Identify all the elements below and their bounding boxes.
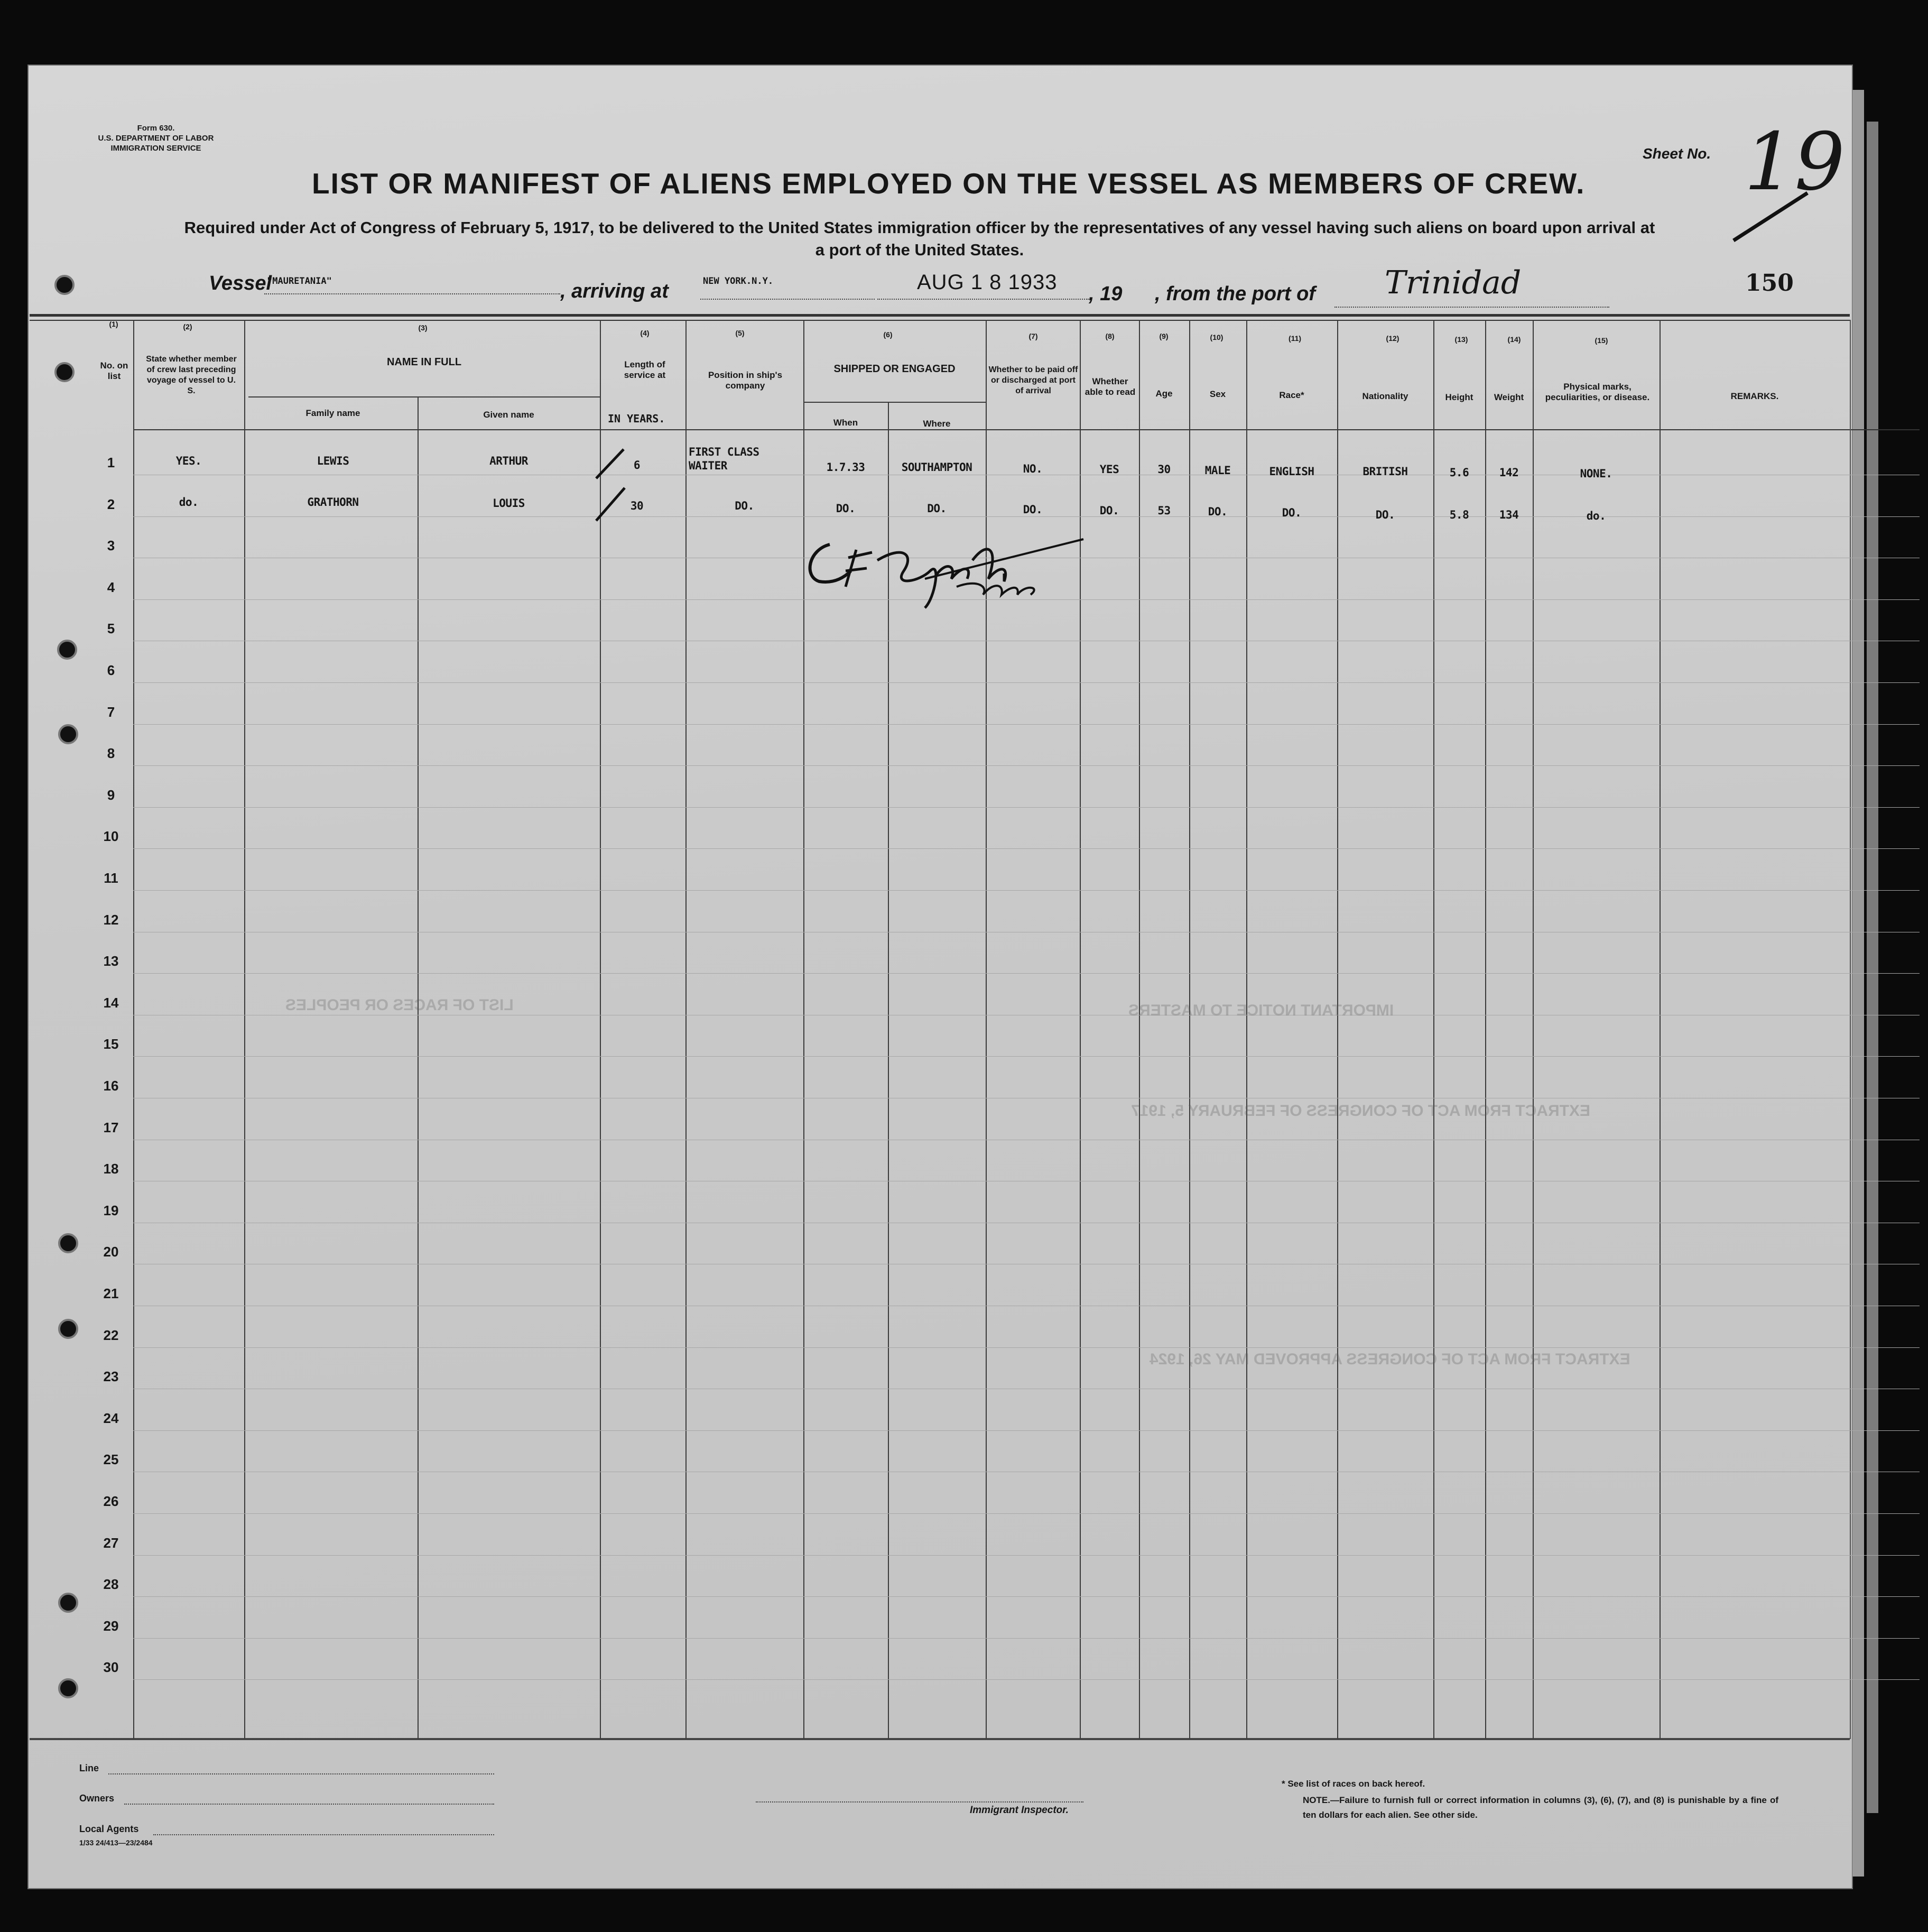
row-number: 17 (103, 1119, 119, 1135)
col-11-number: (11) (1288, 334, 1302, 343)
row-number: 6 (107, 662, 115, 678)
column-divider (1533, 320, 1534, 1739)
bleed-through-text: EXTRACT FROM ACT OF CONGRESS APPROVED MAY 26, 1924 (1150, 1351, 1630, 1368)
col-header-sex: Sex (1209, 389, 1226, 399)
col-header-previous-voyage: State whether member of crew last preceding voyage of vessel to U. S. (146, 355, 237, 395)
header-bottom-rule (133, 429, 1920, 430)
row-number: 15 (103, 1036, 119, 1052)
column-divider (244, 320, 245, 1739)
row-number: 3 (107, 538, 115, 554)
row-number: 1 (107, 455, 115, 470)
race-cell: DO. (1282, 506, 1302, 519)
family-name-cell: GRATHORN (307, 496, 359, 509)
age-cell: 30 (1157, 463, 1171, 476)
col-header-paid-off: Whether to be paid off or discharged at port of arrival (988, 365, 1078, 395)
row-number: 4 (107, 579, 115, 595)
inspector-signature (798, 529, 1094, 613)
row-rule (133, 1679, 1920, 1680)
row-rule (133, 765, 1920, 766)
document-subtitle: Required under Act of Congress of February 5, 1917, to be delivered to the United States immigration officer by the representatives of any vessel having such aliens on board upon arrival at a port of the United States. (184, 218, 1655, 259)
col-3-number: (3) (418, 323, 428, 332)
bleed-through-text: IMPORTANT NOTICE TO MASTERS (1128, 1002, 1394, 1019)
row-number: 14 (103, 994, 119, 1011)
nationality-cell: BRITISH (1362, 465, 1408, 478)
vessel-name: "MAURETANIA" (267, 276, 332, 286)
row-rule (133, 1056, 1920, 1057)
row-number: 10 (103, 828, 119, 845)
column-divider (1246, 320, 1247, 1739)
arrival-port: NEW YORK.N.Y. (703, 276, 774, 286)
row-rule (133, 973, 1920, 974)
penalty-note: NOTE.—Failure to furnish full or correct information in columns (3), (6), (7), and (8) is punishable by a fine of ten dollars for each alien. See other side. (1303, 1795, 1778, 1820)
col-12-number: (12) (1386, 334, 1399, 343)
row-number: 8 (107, 745, 115, 762)
able-to-read-cell: DO. (1099, 504, 1119, 517)
col-7-number: (7) (1028, 332, 1038, 340)
immigrant-inspector-label: Immigrant Inspector. (970, 1805, 1069, 1816)
row-rule (133, 1555, 1920, 1556)
page-edge-shadow (1867, 122, 1878, 1813)
paid-off-cell: DO. (1023, 503, 1043, 516)
position-cell: FIRST CLASS WAITER (689, 446, 759, 472)
col-header-race: Race* (1279, 390, 1304, 400)
col-header-no-on-list: No. on list (100, 360, 128, 381)
from-port-label: , from the port of (1155, 283, 1315, 305)
document-title: LIST OR MANIFEST OF ALIENS EMPLOYED ON THE VESSEL AS MEMBERS OF CREW. (312, 167, 1586, 200)
sheet-number-label: Sheet No. (1643, 145, 1711, 162)
shipped-where-cell: DO. (927, 502, 947, 515)
prev-voyage-cell: do. (179, 496, 199, 509)
row-rule (133, 890, 1920, 891)
col-header-weight: Weight (1494, 392, 1524, 402)
col-9-number: (9) (1159, 332, 1169, 340)
form-department: U.S. DEPARTMENT OF LABOR (98, 134, 214, 143)
row-rule (133, 682, 1920, 683)
arrival-date-stamp: AUG 1 8 1933 (917, 271, 1058, 294)
row-rule (133, 1347, 1920, 1348)
punch-hole (58, 724, 78, 744)
col-header-shipped-or-engaged: SHIPPED OR ENGAGED (833, 363, 956, 375)
punch-hole (58, 1233, 78, 1253)
physical-marks-cell: NONE. (1580, 467, 1612, 480)
able-to-read-cell: YES (1099, 463, 1119, 476)
row-number: 21 (103, 1286, 119, 1301)
local-agents-underline (153, 1834, 494, 1835)
arriving-label: , arriving at (560, 280, 669, 302)
col-5-number: (5) (735, 329, 745, 337)
row-number: 23 (103, 1369, 119, 1385)
footer-owners-label: Owners (79, 1793, 115, 1804)
punch-hole (57, 640, 77, 660)
weight-cell: 134 (1499, 509, 1519, 521)
row-number: 13 (103, 953, 119, 969)
row-number: 11 (104, 870, 118, 886)
column-divider (1485, 320, 1486, 1739)
from-port-value: Trinidad (1385, 264, 1522, 301)
nationality-cell: DO. (1375, 509, 1395, 521)
page-edge-shadow (1852, 90, 1864, 1876)
row-rule (133, 1638, 1920, 1639)
weight-cell: 142 (1499, 466, 1519, 479)
form-service: IMMIGRATION SERVICE (110, 144, 201, 153)
row-rule (133, 724, 1920, 725)
handwritten-slash (1723, 188, 1818, 246)
col-header-height: Height (1445, 392, 1473, 402)
column-divider (1139, 320, 1140, 1739)
col-header-given-name: Given name (483, 410, 534, 420)
from-port-underline (1334, 307, 1609, 308)
footer-line-label: Line (79, 1763, 99, 1773)
sex-cell: MALE (1204, 464, 1231, 477)
row-number: 25 (103, 1452, 119, 1468)
table-top-border (30, 314, 1850, 317)
bleed-through-text: LIST OF RACES OR PEOPLES (285, 996, 514, 1014)
name-subheader-rule (248, 396, 600, 398)
race-cell: ENGLISH (1269, 465, 1314, 478)
row-rule (133, 848, 1920, 849)
paid-off-cell: NO. (1023, 463, 1043, 475)
row-number: 16 (103, 1078, 119, 1094)
col-header-nationality: Nationality (1362, 391, 1408, 401)
column-divider (133, 320, 134, 1739)
footer-local-agents-label: Local Agents (79, 1824, 139, 1834)
print-code: 1/33 24/413—23/2484 (79, 1838, 153, 1847)
column-divider (1337, 320, 1338, 1739)
col-header-name-in-full: NAME IN FULL (386, 356, 462, 368)
row-number: 20 (103, 1244, 119, 1260)
sheet-number: 19 (1744, 116, 1845, 208)
form-number: Form 630. (137, 124, 175, 133)
punch-hole (54, 362, 75, 382)
col-header-where: Where (923, 419, 951, 429)
col-2-number: (2) (183, 322, 192, 331)
shipped-when-cell: 1.7.33 (826, 461, 865, 474)
height-cell: 5.8 (1449, 509, 1469, 521)
service-years-cell: 30 (630, 500, 644, 512)
row-number: 19 (103, 1202, 119, 1218)
vessel-label: Vessel (209, 272, 272, 294)
row-number: 2 (107, 496, 115, 512)
row-number: 24 (103, 1410, 119, 1426)
physical-marks-cell: do. (1586, 510, 1606, 522)
row-number: 28 (103, 1576, 119, 1593)
col-header-family-name: Family name (305, 408, 360, 418)
column-divider (1433, 320, 1434, 1739)
col-1-number: (1) (109, 320, 118, 328)
age-cell: 53 (1157, 504, 1171, 517)
col-10-number: (10) (1210, 333, 1223, 341)
vessel-underline (264, 293, 560, 294)
row-rule (133, 1596, 1920, 1597)
column-divider (1660, 320, 1661, 1739)
service-years-cell: 6 (633, 459, 641, 472)
col-header-position: Position in ship's company (708, 370, 783, 391)
date-underline (877, 299, 1089, 300)
column-divider (1850, 320, 1851, 1739)
row-number: 9 (107, 787, 115, 803)
row-number: 5 (107, 621, 115, 637)
row-rule (133, 1513, 1920, 1514)
arrival-port-underline (700, 299, 875, 300)
col-header-able-to-read: Whether able to read (1084, 376, 1136, 397)
line-underline (108, 1773, 494, 1774)
form-identifier (77, 123, 235, 153)
year-label: , 19 (1089, 283, 1123, 305)
race-footnote: * See list of races on back hereof. (1282, 1779, 1425, 1789)
col-header-age: Age (1155, 389, 1173, 399)
punch-hole (58, 1593, 78, 1613)
col-header-length-of-service: Length of service at (624, 359, 666, 380)
page-number: 150 (1745, 270, 1794, 297)
row-number: 7 (107, 704, 115, 720)
manifest-sheet (27, 64, 1853, 1889)
height-cell: 5.6 (1449, 466, 1469, 479)
position-cell: DO. (735, 500, 754, 512)
col-15-number: (15) (1595, 336, 1608, 345)
bleed-through-text: EXTRACT FROM ACT OF CONGRESS OF FEBRUARY 5, 1917 (1131, 1102, 1590, 1120)
punch-hole (54, 275, 75, 295)
column-divider (418, 396, 419, 1739)
owners-underline (124, 1804, 494, 1805)
col-4-number: (4) (640, 329, 650, 337)
table-bottom-border (30, 1738, 1850, 1740)
row-number: 18 (103, 1161, 119, 1177)
punch-hole (58, 1319, 78, 1339)
table-top-border (30, 320, 1850, 321)
row-rule (133, 1430, 1920, 1431)
col-6-number: (6) (883, 330, 893, 339)
col-header-service-unit: IN YEARS. (608, 412, 665, 425)
family-name-cell: LEWIS (317, 455, 349, 467)
shipped-when-cell: DO. (836, 502, 856, 515)
shipped-where-cell: SOUTHAMPTON (901, 461, 972, 474)
row-number: 27 (103, 1534, 119, 1551)
row-number: 30 (103, 1659, 119, 1676)
column-divider (685, 320, 687, 1739)
row-number: 12 (103, 911, 119, 928)
row-number: 29 (103, 1617, 119, 1634)
row-number: 22 (103, 1327, 119, 1343)
prev-voyage-cell: YES. (175, 455, 202, 467)
row-rule (133, 807, 1920, 808)
service-check-marks (592, 447, 629, 526)
given-name-cell: ARTHUR (489, 455, 528, 467)
column-divider (600, 320, 601, 1739)
sex-cell: DO. (1208, 505, 1228, 518)
shipped-subheader-rule (803, 402, 986, 403)
row-number: 26 (103, 1493, 119, 1509)
given-name-cell: LOUIS (493, 497, 525, 510)
col-14-number: (14) (1507, 335, 1521, 344)
column-divider (1189, 320, 1190, 1739)
col-8-number: (8) (1105, 332, 1115, 340)
col-header-when: When (833, 418, 858, 428)
punch-hole (58, 1678, 78, 1698)
col-13-number: (13) (1454, 335, 1468, 344)
col-header-remarks: REMARKS. (1730, 391, 1779, 401)
inspector-underline (756, 1801, 1083, 1802)
col-header-physical-marks: Physical marks, peculiarities, or disease. (1545, 382, 1650, 402)
